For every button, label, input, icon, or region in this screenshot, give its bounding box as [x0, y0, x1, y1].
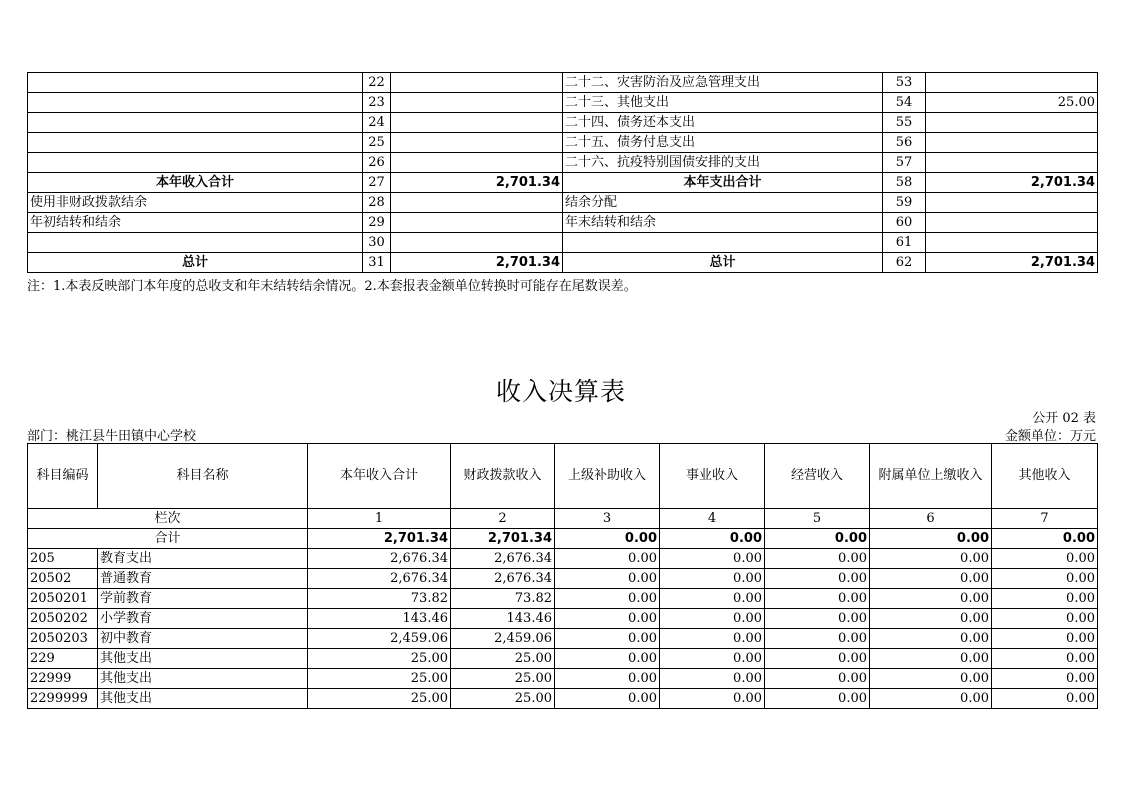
summary-table	[27, 72, 1098, 273]
income-amount-cell	[391, 93, 563, 113]
amount-cell: 25.00	[451, 669, 555, 689]
amount-cell: 0.00	[765, 669, 870, 689]
table-row	[28, 133, 1098, 153]
subject-name-cell: 普通教育	[98, 569, 308, 589]
table-row	[28, 233, 1098, 253]
table-row	[28, 153, 1098, 173]
amount-cell: 0.00	[870, 609, 992, 629]
amount-cell: 0.00	[555, 669, 660, 689]
amount-cell: 25.00	[451, 689, 555, 709]
table-row	[28, 669, 1098, 689]
expense-amount-cell	[926, 233, 1098, 253]
amount-cell: 0.00	[870, 669, 992, 689]
table-row	[28, 213, 1098, 233]
row-number-cell: 24	[363, 113, 391, 133]
income-amount-cell	[391, 153, 563, 173]
expense-amount-cell: 2,701.34	[926, 253, 1098, 273]
total-value: 0.00	[870, 529, 992, 549]
income-item-cell	[28, 153, 363, 173]
amount-cell: 0.00	[555, 589, 660, 609]
expense-item-cell	[563, 233, 883, 253]
total-value: 2,701.34	[451, 529, 555, 549]
income-amount-cell: 2,701.34	[391, 253, 563, 273]
expense-item-cell: 年末结转和结余	[563, 213, 883, 233]
amount-cell: 2,676.34	[451, 569, 555, 589]
column-number: 1	[308, 509, 451, 529]
amount-cell: 0.00	[660, 669, 765, 689]
column-header: 财政拨款收入	[451, 444, 555, 509]
amount-cell: 0.00	[765, 649, 870, 669]
table-note: 注：1.本表反映部门本年度的总收支和年末结转结余情况。2.本套报表金额单位转换时可能存在尾数误差。	[27, 279, 637, 294]
amount-cell: 0.00	[660, 609, 765, 629]
subject-name-cell: 其他支出	[98, 689, 308, 709]
row-number-cell: 55	[883, 113, 926, 133]
row-number-cell: 27	[363, 173, 391, 193]
amount-cell: 0.00	[870, 649, 992, 669]
row-number-cell: 28	[363, 193, 391, 213]
amount-cell: 0.00	[992, 629, 1098, 649]
amount-cell: 0.00	[870, 689, 992, 709]
header-row	[28, 444, 1098, 509]
table-row	[28, 629, 1098, 649]
income-item-cell: 本年收入合计	[28, 173, 363, 193]
expense-item-cell: 二十五、债务付息支出	[563, 133, 883, 153]
income-table-body	[28, 444, 1098, 709]
amount-cell: 0.00	[660, 589, 765, 609]
column-header: 事业收入	[660, 444, 765, 509]
amount-cell: 0.00	[765, 569, 870, 589]
subject-code-cell: 2050202	[28, 609, 98, 629]
expense-amount-cell: 25.00	[926, 93, 1098, 113]
column-number: 7	[992, 509, 1098, 529]
income-amount-cell	[391, 233, 563, 253]
income-amount-cell	[391, 113, 563, 133]
expense-amount-cell	[926, 213, 1098, 233]
table-row	[28, 549, 1098, 569]
subject-code-cell: 2299999	[28, 689, 98, 709]
income-amount-cell: 2,701.34	[391, 173, 563, 193]
subject-code-cell: 205	[28, 549, 98, 569]
column-header: 上级补助收入	[555, 444, 660, 509]
column-header: 经营收入	[765, 444, 870, 509]
amount-cell: 143.46	[451, 609, 555, 629]
table-row	[28, 113, 1098, 133]
amount-cell: 0.00	[555, 689, 660, 709]
amount-cell: 0.00	[660, 549, 765, 569]
column-header: 科目编码	[28, 444, 98, 509]
income-item-cell	[28, 93, 363, 113]
total-value: 0.00	[992, 529, 1098, 549]
subject-name-cell: 小学教育	[98, 609, 308, 629]
table-row	[28, 173, 1098, 193]
table-row	[28, 193, 1098, 213]
amount-cell: 25.00	[451, 649, 555, 669]
row-number-cell: 56	[883, 133, 926, 153]
column-number: 4	[660, 509, 765, 529]
row-number-cell: 57	[883, 153, 926, 173]
row-number-cell: 53	[883, 73, 926, 93]
subject-name-cell: 其他支出	[98, 669, 308, 689]
income-amount-cell	[391, 133, 563, 153]
amount-cell: 0.00	[765, 629, 870, 649]
table-row	[28, 73, 1098, 93]
income-item-cell	[28, 233, 363, 253]
amount-cell: 143.46	[308, 609, 451, 629]
amount-cell: 0.00	[992, 609, 1098, 629]
amount-cell: 0.00	[870, 549, 992, 569]
amount-cell: 0.00	[765, 609, 870, 629]
column-header: 科目名称	[98, 444, 308, 509]
expense-amount-cell: 2,701.34	[926, 173, 1098, 193]
column-number: 5	[765, 509, 870, 529]
income-table	[27, 443, 1098, 709]
expense-item-cell: 二十三、其他支出	[563, 93, 883, 113]
column-number-row	[28, 509, 1098, 529]
form-code: 公开 02 表	[1032, 411, 1096, 426]
table-row	[28, 609, 1098, 629]
amount-cell: 0.00	[555, 549, 660, 569]
page-title: 收入决算表	[495, 377, 626, 406]
expense-amount-cell	[926, 113, 1098, 133]
amount-cell: 0.00	[992, 549, 1098, 569]
row-number-cell: 58	[883, 173, 926, 193]
amount-cell: 0.00	[870, 589, 992, 609]
income-item-cell	[28, 113, 363, 133]
amount-cell: 0.00	[555, 629, 660, 649]
table-row	[28, 93, 1098, 113]
amount-cell: 2,676.34	[308, 549, 451, 569]
row-number-cell: 29	[363, 213, 391, 233]
expense-item-cell: 二十四、债务还本支出	[563, 113, 883, 133]
table-row	[28, 649, 1098, 669]
income-item-cell	[28, 133, 363, 153]
table-row	[28, 689, 1098, 709]
subject-name-cell: 初中教育	[98, 629, 308, 649]
amount-cell: 25.00	[308, 669, 451, 689]
row-number-cell: 31	[363, 253, 391, 273]
row-number-cell: 59	[883, 193, 926, 213]
amount-cell: 73.82	[451, 589, 555, 609]
row-number-cell: 54	[883, 93, 926, 113]
amount-cell: 0.00	[765, 589, 870, 609]
amount-cell: 0.00	[870, 629, 992, 649]
expense-item-cell: 总计	[563, 253, 883, 273]
unit-label: 金额单位：万元	[1004, 429, 1096, 444]
amount-cell: 0.00	[555, 649, 660, 669]
subject-name-cell: 其他支出	[98, 649, 308, 669]
amount-cell: 2,676.34	[451, 549, 555, 569]
amount-cell: 25.00	[308, 649, 451, 669]
total-label: 合计	[28, 529, 308, 549]
table-row	[28, 589, 1098, 609]
expense-item-cell: 二十二、灾害防治及应急管理支出	[563, 73, 883, 93]
amount-cell: 0.00	[992, 649, 1098, 669]
column-header: 其他收入	[992, 444, 1098, 509]
amount-cell: 0.00	[660, 649, 765, 669]
income-item-cell: 年初结转和结余	[28, 213, 363, 233]
amount-cell: 0.00	[992, 689, 1098, 709]
summary-table-body	[28, 73, 1098, 273]
income-amount-cell	[391, 213, 563, 233]
amount-cell: 0.00	[660, 569, 765, 589]
income-amount-cell	[391, 193, 563, 213]
total-value: 0.00	[765, 529, 870, 549]
income-item-cell: 总计	[28, 253, 363, 273]
amount-cell: 0.00	[765, 549, 870, 569]
subject-code-cell: 2050203	[28, 629, 98, 649]
column-number: 6	[870, 509, 992, 529]
amount-cell: 0.00	[765, 689, 870, 709]
column-header: 本年收入合计	[308, 444, 451, 509]
department-label: 部门：桃江县牛田镇中心学校	[27, 429, 197, 444]
expense-item-cell: 本年支出合计	[563, 173, 883, 193]
row-number-cell: 62	[883, 253, 926, 273]
row-number-cell: 61	[883, 233, 926, 253]
expense-amount-cell	[926, 133, 1098, 153]
amount-cell: 0.00	[992, 569, 1098, 589]
subject-code-cell: 2050201	[28, 589, 98, 609]
total-value: 0.00	[555, 529, 660, 549]
subject-code-cell: 229	[28, 649, 98, 669]
expense-item-cell: 二十六、抗疫特别国债安排的支出	[563, 153, 883, 173]
column-header: 附属单位上缴收入	[870, 444, 992, 509]
table-row	[28, 253, 1098, 273]
income-amount-cell	[391, 73, 563, 93]
amount-cell: 0.00	[992, 589, 1098, 609]
income-item-cell: 使用非财政拨款结余	[28, 193, 363, 213]
table-row	[28, 569, 1098, 589]
column-number: 3	[555, 509, 660, 529]
row-number-cell: 23	[363, 93, 391, 113]
income-item-cell	[28, 73, 363, 93]
expense-item-cell: 结余分配	[563, 193, 883, 213]
subject-code-cell: 20502	[28, 569, 98, 589]
amount-cell: 73.82	[308, 589, 451, 609]
column-number: 2	[451, 509, 555, 529]
amount-cell: 2,459.06	[451, 629, 555, 649]
column-number-label: 栏次	[28, 509, 308, 529]
expense-amount-cell	[926, 193, 1098, 213]
total-row	[28, 529, 1098, 549]
amount-cell: 2,459.06	[308, 629, 451, 649]
row-number-cell: 22	[363, 73, 391, 93]
amount-cell: 0.00	[660, 629, 765, 649]
amount-cell: 25.00	[308, 689, 451, 709]
subject-name-cell: 教育支出	[98, 549, 308, 569]
amount-cell: 0.00	[555, 569, 660, 589]
total-value: 0.00	[660, 529, 765, 549]
subject-code-cell: 22999	[28, 669, 98, 689]
row-number-cell: 25	[363, 133, 391, 153]
expense-amount-cell	[926, 73, 1098, 93]
amount-cell: 0.00	[555, 609, 660, 629]
subject-name-cell: 学前教育	[98, 589, 308, 609]
amount-cell: 0.00	[660, 689, 765, 709]
amount-cell: 0.00	[870, 569, 992, 589]
row-number-cell: 26	[363, 153, 391, 173]
row-number-cell: 60	[883, 213, 926, 233]
row-number-cell: 30	[363, 233, 391, 253]
total-value: 2,701.34	[308, 529, 451, 549]
expense-amount-cell	[926, 153, 1098, 173]
amount-cell: 2,676.34	[308, 569, 451, 589]
amount-cell: 0.00	[992, 669, 1098, 689]
